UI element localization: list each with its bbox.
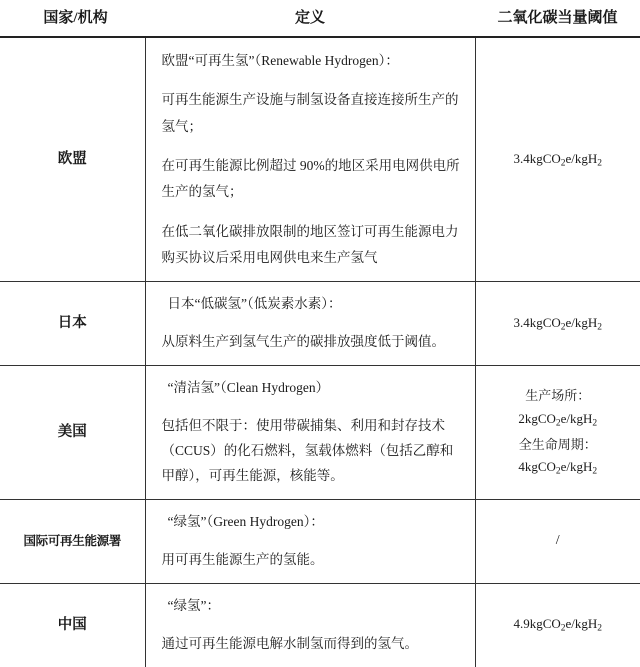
- table-header: [0, 0, 640, 37]
- cell-threshold: [475, 37, 640, 282]
- threshold-label: 生产场所：: [525, 387, 591, 403]
- definition-line: 可再生能源生产设施与制氢设备直接连接所生产的氢气；: [161, 92, 459, 134]
- threshold-group: [480, 385, 637, 432]
- threshold-value: 4kgCO$_2$e/kgH$_2$: [518, 459, 598, 477]
- cell-definition: [145, 37, 475, 282]
- table-header-row: [0, 0, 640, 37]
- cell-country: 日本: [0, 282, 145, 366]
- cell-country: 国际可再生能源署: [0, 500, 145, 584]
- cell-country: 美国: [0, 366, 145, 500]
- column-header-country: 国家/机构: [0, 0, 145, 37]
- cell-country: 中国: [0, 583, 145, 666]
- cell-country: 欧盟: [0, 37, 145, 282]
- definition-line: 用可再生能源生产的氢能。: [161, 551, 324, 567]
- cell-definition: [145, 583, 475, 666]
- cell-threshold: [475, 366, 640, 500]
- cell-threshold: [475, 282, 640, 366]
- definition-line: “绿氢”：: [167, 597, 220, 613]
- definition-line: 包括但不限于：使用带碳捕集、利用和封存技术（CCUS）的化石燃料，氢载体燃料（包括乙醇和甲醇），可再生能源，核能等。: [161, 418, 454, 484]
- definition-line: “清洁氢”（Clean Hydrogen）: [167, 380, 330, 396]
- definition-line: “绿氢”（Green Hydrogen）：: [167, 514, 324, 529]
- table-row: [0, 37, 640, 282]
- cell-definition: [145, 500, 475, 584]
- column-header-threshold: 二氧化碳当量阈值: [475, 0, 640, 37]
- definition-line: 日本“低碳氢”（低炭素水素）：: [167, 296, 342, 312]
- threshold-value: 2kgCO$_2$e/kgH$_2$: [518, 410, 598, 428]
- definition-line: 通过可再生能源电解水制氢而得到的氢气。: [161, 635, 418, 651]
- cell-threshold: [475, 500, 640, 584]
- definition-line: 欧盟“可再生氢”（Renewable Hydrogen）：: [161, 53, 399, 68]
- table-body: [0, 37, 640, 667]
- table-row: [0, 282, 640, 366]
- definition-line: 在可再生能源比例超过 90%的地区采用电网供电所生产的氢气；: [161, 157, 460, 200]
- threshold-label: 全生命周期：: [518, 436, 597, 452]
- threshold-value: 4.9kgCO$_2$e/kgH$_2$: [513, 616, 603, 634]
- definition-line: 在低二氧化碳排放限制的地区签订可再生能源电力购买协议后采用电网供电来生产氢气: [161, 223, 459, 265]
- threshold-group: [480, 434, 637, 481]
- threshold-value: 3.4kgCO$_2$e/kgH$_2$: [513, 150, 603, 168]
- table-row: [0, 366, 640, 500]
- column-header-definition: 定义: [145, 0, 475, 37]
- definition-line: 从原料生产到氢气生产的碳排放强度低于阈值。: [161, 334, 445, 350]
- threshold-value: 3.4kgCO$_2$e/kgH$_2$: [513, 314, 603, 333]
- cell-definition: [145, 366, 475, 500]
- threshold-value: /: [555, 533, 560, 549]
- table-row: [0, 583, 640, 666]
- cell-threshold: [475, 583, 640, 666]
- table-row: [0, 500, 640, 584]
- cell-definition: [145, 282, 475, 366]
